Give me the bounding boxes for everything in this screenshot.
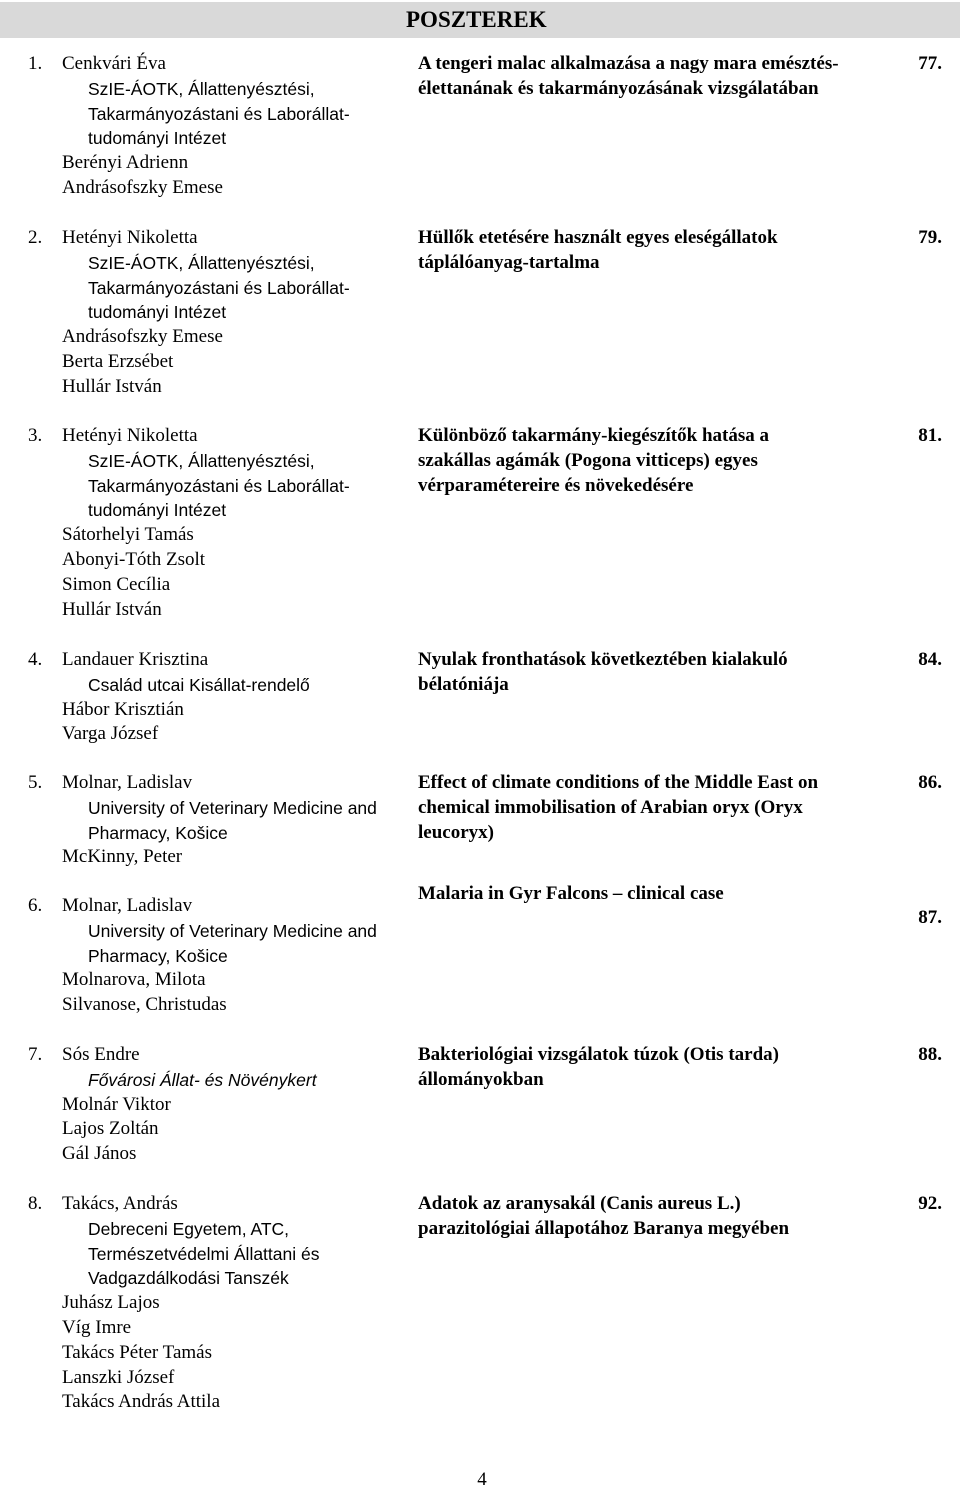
coauthor: Molnár Viktor <box>62 1093 171 1115</box>
coauthor: Andrásofszky Emese <box>62 176 223 198</box>
poster-page-number: 79. <box>918 227 942 248</box>
poster-title-line: bélatóniája <box>418 673 509 695</box>
entry-number: 7. <box>28 1044 43 1065</box>
first-author: Hetényi Nikoletta <box>62 227 198 248</box>
institution-line: Debreceni Egyetem, ATC, <box>88 1218 290 1239</box>
page-number: 4 <box>477 1469 487 1490</box>
coauthor: Andrásofszky Emese <box>62 326 223 348</box>
entry-number: 2. <box>28 227 43 248</box>
coauthor: Berényi Adrienn <box>62 152 189 174</box>
coauthor: Sátorhelyi Tamás <box>62 524 194 546</box>
institution-line: tudományi Intézet <box>88 302 227 323</box>
poster-title-line: chemical immobilisation of Arabian oryx (Oryx <box>418 796 803 818</box>
poster-page-number: 77. <box>918 53 942 74</box>
first-author: Molnar, Ladislav <box>62 895 193 916</box>
poster-title-line: leucoryx) <box>418 821 494 843</box>
institution-line: Takarmányozástani és Laborállat- <box>88 475 350 496</box>
institution-line: Pharmacy, Košice <box>88 822 228 843</box>
entry-number: 8. <box>28 1193 43 1214</box>
first-author: Cenkvári Éva <box>62 53 166 74</box>
coauthor: Molnarova, Milota <box>62 969 206 991</box>
coauthor: Lajos Zoltán <box>62 1118 159 1140</box>
author-block <box>62 424 402 622</box>
poster-title <box>418 226 888 276</box>
institution-line: SzIE-ÁOTK, Állattenyésztési, <box>88 252 315 273</box>
author-block <box>62 1192 402 1415</box>
poster-title-line: állományokban <box>418 1068 544 1090</box>
author-block <box>62 648 402 747</box>
poster-page-number: 86. <box>918 772 942 793</box>
coauthor: Varga József <box>62 723 159 745</box>
coauthor: Berta Erzsébet <box>62 350 174 372</box>
coauthor: Silvanose, Christudas <box>62 994 227 1016</box>
first-author: Sós Endre <box>62 1044 140 1065</box>
poster-title <box>418 52 888 102</box>
poster-title-line: parazitológiai állapotához Baranya megyében <box>418 1217 790 1239</box>
institution-line: University of Veterinary Medicine and <box>88 797 377 818</box>
coauthor: Takács András Attila <box>62 1391 221 1413</box>
poster-page-number: 87. <box>918 907 942 928</box>
author-block <box>62 1043 402 1167</box>
institution-line: SzIE-ÁOTK, Állattenyésztési, <box>88 78 315 99</box>
coauthor: Víg Imre <box>62 1316 132 1338</box>
poster-title-line: Nyulak fronthatások következtében kialakuló <box>418 649 788 670</box>
poster-title-line: A tengeri malac alkalmazása a nagy mara emésztés- <box>418 53 839 74</box>
poster-title-line: szakállas agámák (Pogona vitticeps) egyes <box>418 449 758 471</box>
author-block <box>62 771 402 870</box>
poster-title <box>418 771 888 845</box>
author-block <box>62 52 402 201</box>
coauthor: Gál János <box>62 1143 137 1165</box>
institution-line: Család utcai Kisállat-rendelő <box>88 674 310 695</box>
first-author: Takács, András <box>62 1193 178 1214</box>
poster-title <box>418 1192 888 1242</box>
poster-title-line: Malaria in Gyr Falcons – clinical case <box>418 883 724 904</box>
coauthor: Takács Péter Tamás <box>62 1341 212 1363</box>
coauthor: Hábor Krisztián <box>62 698 184 720</box>
poster-title-line: vérparamétereire és növekedésére <box>418 474 694 496</box>
poster-page-number: 88. <box>918 1044 942 1065</box>
coauthor: Abonyi-Tóth Zsolt <box>62 548 206 570</box>
poster-title-line: Hüllők etetésére használt egyes eleségállatok <box>418 227 778 248</box>
first-author: Landauer Krisztina <box>62 649 209 670</box>
author-block <box>62 894 402 1018</box>
institution-line: Takarmányozástani és Laborállat- <box>88 103 350 124</box>
poster-page-number: 92. <box>918 1193 942 1214</box>
poster-title <box>418 424 888 498</box>
entry-number: 1. <box>28 53 43 74</box>
first-author: Hetényi Nikoletta <box>62 425 198 446</box>
institution-line: University of Veterinary Medicine and <box>88 920 377 941</box>
institution-line: Fővárosi Állat- és Növénykert <box>88 1069 317 1090</box>
coauthor: Simon Cecília <box>62 573 171 595</box>
poster-title-line: Effect of climate conditions of the Middle East on <box>418 772 819 793</box>
institution-line: tudományi Intézet <box>88 500 227 521</box>
institution-line: Természetvédelmi Állattani és <box>88 1243 320 1264</box>
institution-line: Pharmacy, Košice <box>88 945 228 966</box>
entry-number: 3. <box>28 425 43 446</box>
coauthor: Juhász Lajos <box>62 1292 160 1314</box>
coauthor: Hullár István <box>62 375 162 397</box>
poster-title-line: élettanának és takarmányozásának vizsgálatában <box>418 77 819 99</box>
entry-number: 6. <box>28 895 43 916</box>
institution-line: SzIE-ÁOTK, Állattenyésztési, <box>88 450 315 471</box>
first-author: Molnar, Ladislav <box>62 772 193 793</box>
institution-line: Takarmányozástani és Laborállat- <box>88 277 350 298</box>
poster-title-line: Adatok az aranysakál (Canis aureus L.) <box>418 1193 741 1214</box>
poster-title-line: táplálóanyag-tartalma <box>418 251 600 273</box>
institution-line: Vadgazdálkodási Tanszék <box>88 1268 289 1289</box>
entry-number: 5. <box>28 772 43 793</box>
page-title: POSZTEREK <box>406 7 547 32</box>
coauthor: Lanszki József <box>62 1366 175 1388</box>
poster-title <box>418 1043 888 1093</box>
institution-line: tudományi Intézet <box>88 128 227 149</box>
poster-page-number: 84. <box>918 649 942 670</box>
coauthor: McKinny, Peter <box>62 846 183 868</box>
entry-number: 4. <box>28 649 43 670</box>
coauthor: Hullár István <box>62 598 162 620</box>
poster-title-line: Bakteriológiai vizsgálatok túzok (Otis tarda) <box>418 1044 779 1065</box>
poster-title <box>418 648 888 698</box>
poster-page-number: 81. <box>918 425 942 446</box>
author-block <box>62 226 402 400</box>
poster-title-line: Különböző takarmány-kiegészítők hatása a <box>418 425 769 446</box>
poster-title <box>418 882 888 907</box>
